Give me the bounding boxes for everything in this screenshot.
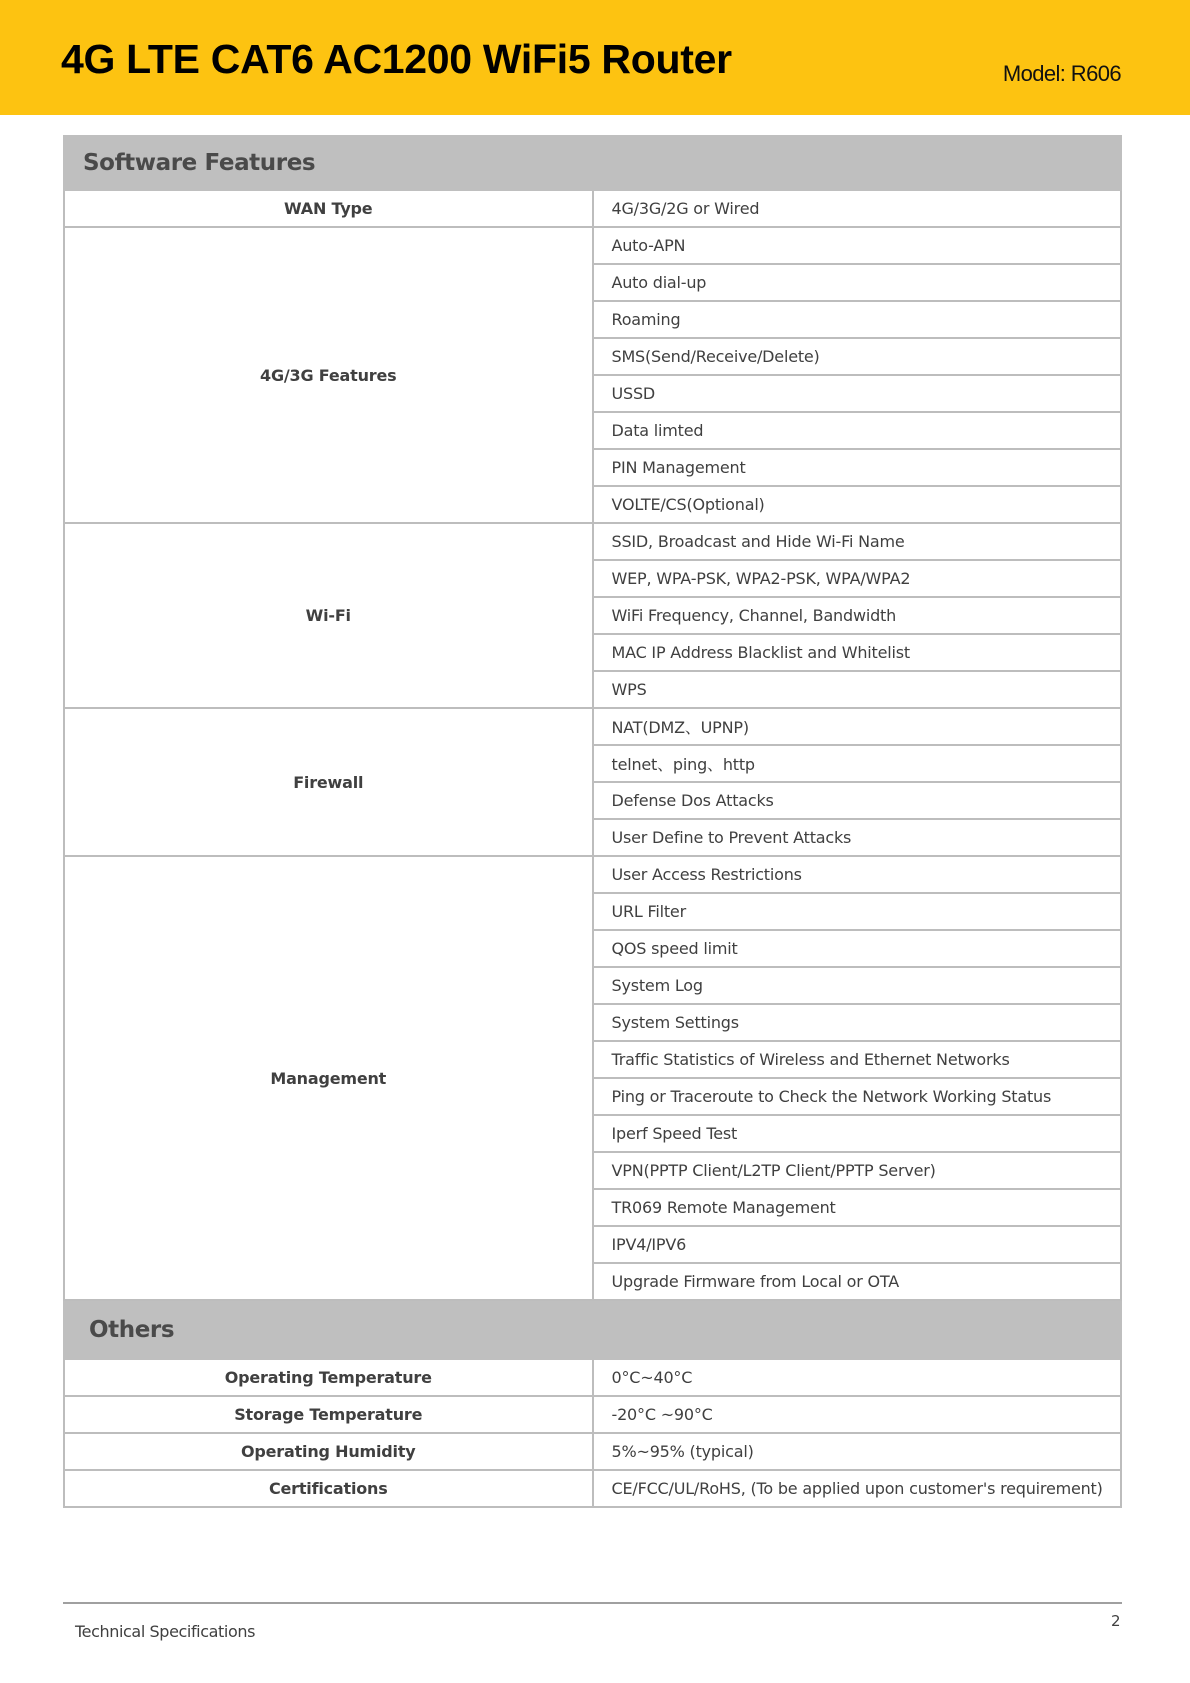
feature-value: Roaming <box>593 301 1122 338</box>
section-header <box>64 1300 1121 1359</box>
page-number: 2 <box>1111 1612 1121 1630</box>
feature-value: Data limted <box>593 412 1122 449</box>
feature-value: User Access Restrictions <box>593 856 1122 893</box>
table-row <box>64 1470 1121 1507</box>
feature-value: Upgrade Firmware from Local or OTA <box>593 1263 1122 1300</box>
feature-value: Defense Dos Attacks <box>593 782 1122 819</box>
feature-value: -20°C ~90°C <box>593 1396 1122 1433</box>
feature-value: VPN(PPTP Client/L2TP Client/PPTP Server) <box>593 1152 1122 1189</box>
section-title: Software Features <box>64 136 1121 190</box>
feature-label: WAN Type <box>64 190 593 227</box>
feature-value: SMS(Send/Receive/Delete) <box>593 338 1122 375</box>
feature-label: Operating Humidity <box>64 1433 593 1470</box>
table-row <box>64 856 1121 893</box>
feature-value: Auto dial-up <box>593 264 1122 301</box>
feature-value: MAC IP Address Blacklist and Whitelist <box>593 634 1122 671</box>
feature-value: Ping or Traceroute to Check the Network Working Status <box>593 1078 1122 1115</box>
feature-value: URL Filter <box>593 893 1122 930</box>
feature-value: 0°C~40°C <box>593 1359 1122 1396</box>
table-row <box>64 523 1121 560</box>
feature-value: WEP, WPA-PSK, WPA2-PSK, WPA/WPA2 <box>593 560 1122 597</box>
table-row <box>64 1359 1121 1396</box>
table-row <box>64 1433 1121 1470</box>
feature-label: Firewall <box>64 708 593 856</box>
feature-value: USSD <box>593 375 1122 412</box>
feature-label: Operating Temperature <box>64 1359 593 1396</box>
feature-value: User Define to Prevent Attacks <box>593 819 1122 856</box>
feature-label: 4G/3G Features <box>64 227 593 523</box>
footer-divider <box>63 1602 1122 1604</box>
feature-value: TR069 Remote Management <box>593 1189 1122 1226</box>
feature-value: Iperf Speed Test <box>593 1115 1122 1152</box>
feature-value: 5%~95% (typical) <box>593 1433 1122 1470</box>
header-band <box>0 0 1190 115</box>
feature-value: 4G/3G/2G or Wired <box>593 190 1122 227</box>
table-row <box>64 227 1121 264</box>
feature-value: NAT(DMZ、UPNP) <box>593 708 1122 745</box>
feature-label: Wi-Fi <box>64 523 593 708</box>
feature-value: WPS <box>593 671 1122 708</box>
section-title: Others <box>64 1300 1121 1359</box>
table-row <box>64 1396 1121 1433</box>
feature-value: WiFi Frequency, Channel, Bandwidth <box>593 597 1122 634</box>
feature-value: Traffic Statistics of Wireless and Ethernet Networks <box>593 1041 1122 1078</box>
section-header <box>64 136 1121 190</box>
feature-value: VOLTE/CS(Optional) <box>593 486 1122 523</box>
feature-value: CE/FCC/UL/RoHS, (To be applied upon customer's requirement) <box>593 1470 1122 1507</box>
table-row <box>64 190 1121 227</box>
table-row <box>64 708 1121 745</box>
feature-value: System Log <box>593 967 1122 1004</box>
feature-value: IPV4/IPV6 <box>593 1226 1122 1263</box>
feature-label: Storage Temperature <box>64 1396 593 1433</box>
feature-value: telnet、ping、http <box>593 745 1122 782</box>
feature-value: Auto-APN <box>593 227 1122 264</box>
footer-text: Technical Specifications <box>75 1622 256 1641</box>
feature-label: Management <box>64 856 593 1300</box>
spec-table <box>63 135 1122 1508</box>
feature-value: PIN Management <box>593 449 1122 486</box>
model-number: Model: R606 <box>1002 61 1121 86</box>
feature-value: QOS speed limit <box>593 930 1122 967</box>
page-title: 4G LTE CAT6 AC1200 WiFi5 Router <box>61 36 732 82</box>
feature-value: SSID, Broadcast and Hide Wi-Fi Name <box>593 523 1122 560</box>
feature-label: Certifications <box>64 1470 593 1507</box>
feature-value: System Settings <box>593 1004 1122 1041</box>
